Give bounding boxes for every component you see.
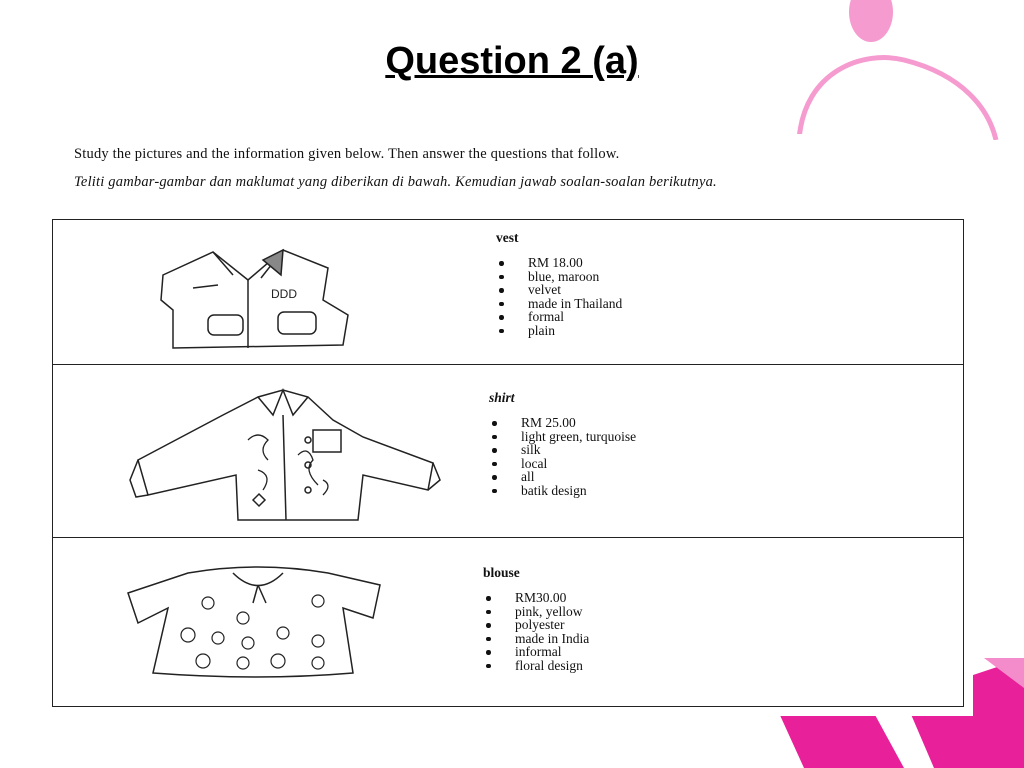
item-name-vest: vest bbox=[496, 230, 519, 245]
instruction-malay: Teliti gambar-gambar dan maklumat yang diberikan di bawah. Kemudian jawab soalan-soalan berikutnya. bbox=[74, 174, 717, 190]
list-item: RM 18.00 bbox=[496, 256, 622, 270]
list-item: light green, turquoise bbox=[489, 430, 636, 444]
list-item: formal bbox=[496, 310, 622, 324]
list-item: RM 25.00 bbox=[489, 416, 636, 430]
item-name-shirt: shirt bbox=[489, 390, 515, 405]
clothing-table bbox=[52, 219, 964, 707]
shirt-drawing bbox=[108, 385, 448, 525]
vest-drawing bbox=[153, 240, 363, 350]
table-row-shirt bbox=[53, 365, 963, 538]
list-item: all bbox=[489, 470, 636, 484]
instruction-english: Study the pictures and the information given below. Then answer the questions that follow. bbox=[74, 146, 620, 162]
shirt-info bbox=[489, 390, 636, 498]
list-item: velvet bbox=[496, 283, 622, 297]
list-item: blue, maroon bbox=[496, 270, 622, 284]
list-item: floral design bbox=[483, 659, 589, 673]
table-row-vest bbox=[53, 220, 963, 365]
vest-info bbox=[496, 230, 622, 338]
blouse-info bbox=[483, 565, 589, 673]
list-item: local bbox=[489, 457, 636, 471]
list-item: made in Thailand bbox=[496, 297, 622, 311]
blouse-drawing bbox=[118, 563, 398, 678]
list-item: RM30.00 bbox=[483, 591, 589, 605]
table-row-blouse bbox=[53, 538, 963, 706]
list-item: pink, yellow bbox=[483, 605, 589, 619]
list-item: batik design bbox=[489, 484, 636, 498]
list-item: informal bbox=[483, 645, 589, 659]
list-item: made in India bbox=[483, 632, 589, 646]
list-item: plain bbox=[496, 324, 622, 338]
svg-text:DDD: DDD bbox=[271, 287, 297, 301]
question-scan bbox=[48, 134, 973, 716]
list-item: silk bbox=[489, 443, 636, 457]
list-item: polyester bbox=[483, 618, 589, 632]
item-name-blouse: blouse bbox=[483, 565, 520, 580]
slide-title: Question 2 (a) bbox=[385, 40, 639, 82]
